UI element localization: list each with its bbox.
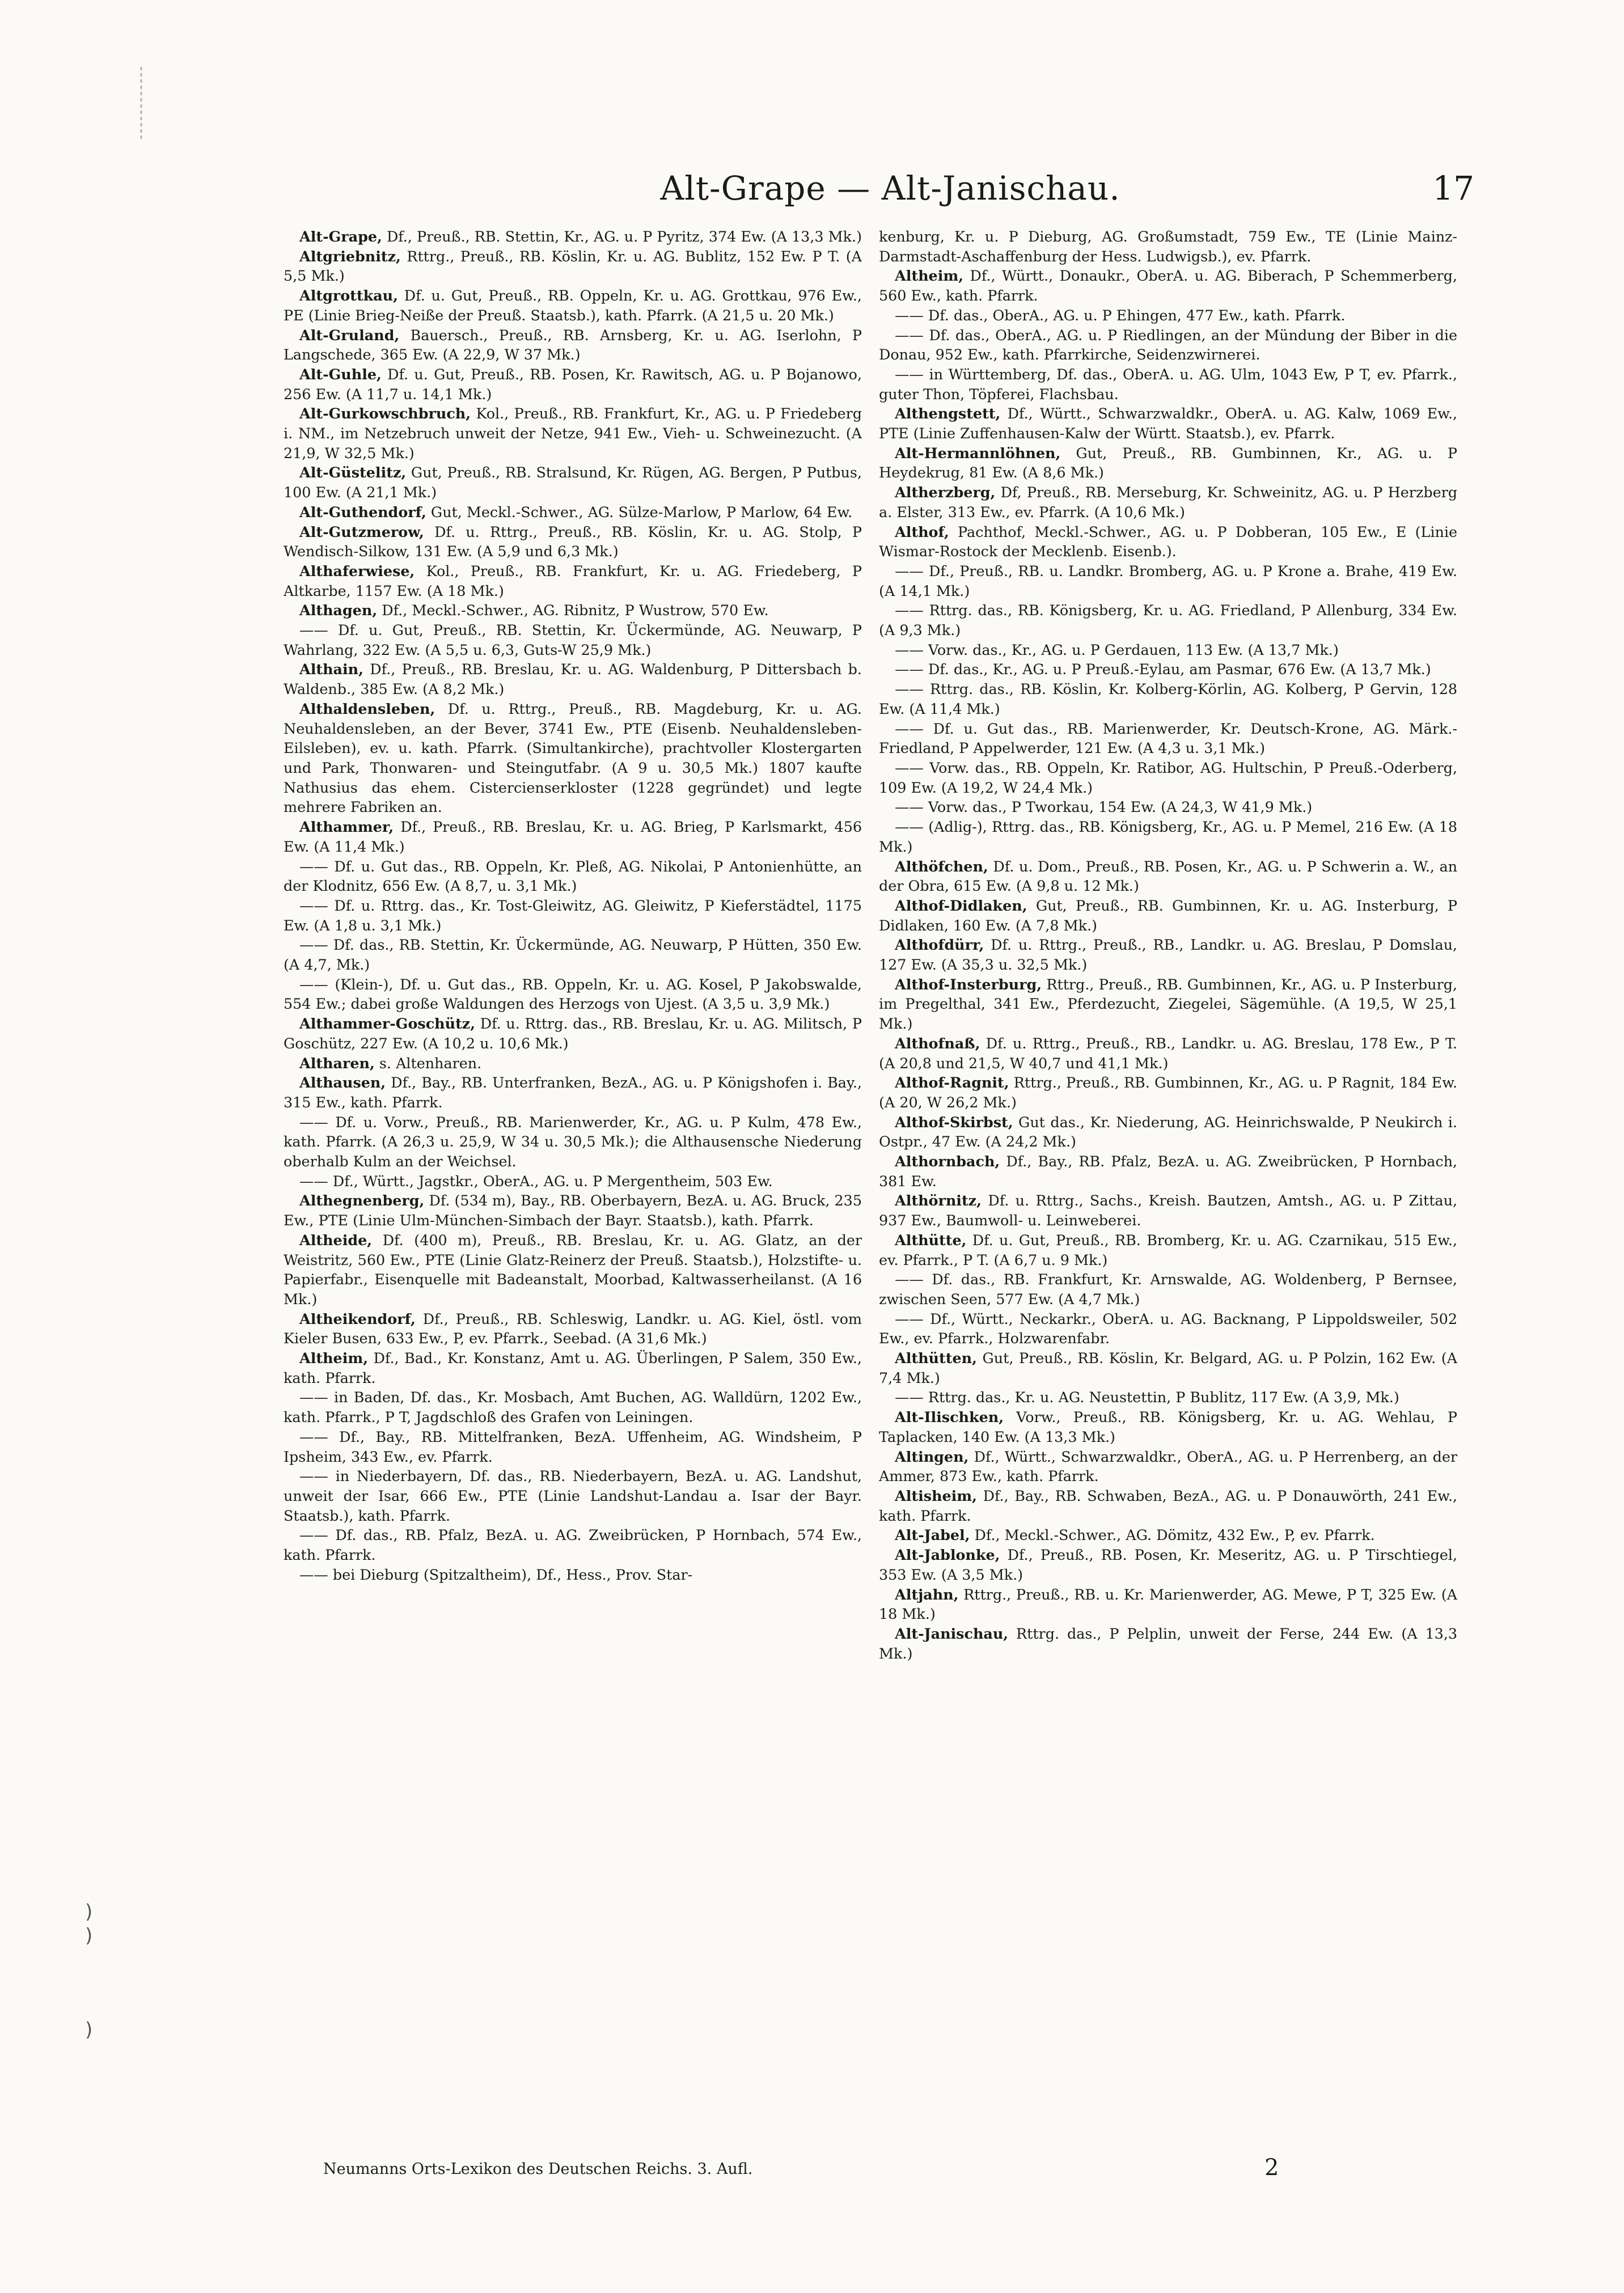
gazetteer-entry <box>879 640 1457 660</box>
page-title: Alt-Grape — Alt-Janischau. <box>660 169 1120 208</box>
gazetteer-entry <box>284 561 862 600</box>
gazetteer-entry <box>879 1230 1457 1270</box>
entry-text: —— Df. das., RB. Pfalz, BezA. u. AG. Zweibrücken, P Hornbach, 574 Ew., kath. Pfarrk. <box>284 1526 862 1564</box>
entry-text: Rttrg., Preuß., RB. Gumbinnen, Kr., AG. u. P Insterburg, im Pregelthal, 341 Ew., Pferdezucht, Ziegelei, Sägemühle. (A 19,5, W 25,1 Mk.) <box>879 975 1457 1033</box>
page-number: 17 <box>1432 169 1474 208</box>
entry-headword: Althagen, <box>299 602 378 619</box>
entry-headword: Alt-Janischau, <box>895 1624 1009 1642</box>
entry-headword: Althausen, <box>299 1074 386 1091</box>
entry-text: —— Vorw. das., P Tworkau, 154 Ew. (A 24,3, W 41,9 Mk.) <box>895 798 1313 816</box>
entry-text: Df., Württ., Schwarzwaldkr., OberA., AG. u. P Herrenberg, an der Ammer, 873 Ew., kath. Pfarrk. <box>879 1448 1457 1485</box>
entry-text: Df., Preuß., RB. Breslau, Kr. u. AG. Brieg, P Karlsmarkt, 456 Ew. (A 11,4 Mk.) <box>284 818 862 855</box>
entry-headword: Althörnitz, <box>895 1192 982 1209</box>
gazetteer-entry <box>879 1152 1457 1191</box>
entry-headword: Alt-Ilischken, <box>895 1408 1004 1426</box>
entry-text: —— Df. u. Rttrg. das., Kr. Tost-Gleiwitz, AG. Gleiwitz, P Kieferstädtel, 1175 Ew. (A 1,8 u. 3,1 Mk.) <box>284 896 862 934</box>
entry-headword: Althütte, <box>895 1231 967 1249</box>
gazetteer-entry <box>879 1073 1457 1112</box>
entry-headword: Althegnenberg, <box>299 1192 425 1209</box>
gazetteer-entry <box>284 935 862 974</box>
gazetteer-entry <box>879 1624 1457 1663</box>
entry-text: —— bei Dieburg (Spitzaltheim), Df., Hess., Prov. Star- <box>299 1566 693 1583</box>
entry-headword: Althofdürr, <box>895 936 984 954</box>
entry-headword: Alt-Grape, <box>299 228 382 245</box>
entry-text: —— Df. u. Gut das., RB. Oppeln, Kr. Pleß, AG. Nikolai, P Antonienhütte, an der Klodnitz, 656 Ew. (A 8,7, u. 3,1 Mk.) <box>284 857 862 895</box>
gazetteer-entry <box>284 463 862 502</box>
gazetteer-entry <box>284 1565 862 1585</box>
entry-text: Pachthof, Meckl.-Schwer., AG. u. P Dobberan, 105 Ew., E (Linie Wismar-Rostock der Mecklenb. Eisenb.). <box>879 523 1457 560</box>
entry-text: Df., Bad., Kr. Konstanz, Amt u. AG. Überlingen, P Salem, 350 Ew., kath. Pfarrk. <box>284 1349 862 1386</box>
gazetteer-entry <box>879 1447 1457 1486</box>
right-column <box>879 227 1457 2132</box>
entry-headword: Altisheim, <box>895 1487 977 1504</box>
entry-text: —— Rttrg. das., RB. Königsberg, Kr. u. AG. Friedland, P Allenburg, 334 Ew. (A 9,3 Mk.) <box>879 602 1457 639</box>
margin-mark: ) <box>85 2019 93 2041</box>
entry-text: Df., Bay., RB. Schwaben, BezA., AG. u. P Donauwörth, 241 Ew., kath. Pfarrk. <box>879 1487 1457 1524</box>
entry-text: —— (Klein-), Df. u. Gut das., RB. Oppeln, Kr. u. AG. Kosel, P Jakobswalde, 554 Ew.; dabei große Waldungen des Herzogs von Ujest. (A 3,5 u. 3,9 Mk.) <box>284 975 862 1013</box>
entry-headword: Alt-Jabel, <box>895 1526 970 1544</box>
entry-text: Df., Preuß., RB. Posen, Kr. Meseritz, AG. u. P Tirschtiegel, 353 Ew. (A 3,5 Mk.) <box>879 1546 1457 1583</box>
entry-text: Df., Meckl.-Schwer., AG. Dömitz, 432 Ew., P, ev. Pfarrk. <box>970 1526 1375 1544</box>
entry-headword: Althütten, <box>895 1349 977 1367</box>
gazetteer-entry <box>284 1466 862 1525</box>
entry-text: s. Altenharen. <box>374 1054 482 1072</box>
entry-headword: Altingen, <box>895 1448 969 1465</box>
gazetteer-entry <box>284 817 862 856</box>
gazetteer-entry <box>284 502 862 522</box>
entry-headword: Alt-Gruland, <box>299 326 400 344</box>
gazetteer-entry <box>284 1230 862 1309</box>
entry-headword: Althaldensleben, <box>299 700 435 717</box>
gazetteer-entry <box>879 817 1457 856</box>
entry-headword: Alt-Gutzmerow, <box>299 523 424 540</box>
entry-text: —— Df., Preuß., RB. u. Landkr. Bromberg, AG. u. P Krone a. Brahe, 419 Ew. (A 14,1 Mk.) <box>879 562 1457 599</box>
entry-text: Rttrg. das., P Pelplin, unweit der Ferse, 244 Ew. (A 13,3 Mk.) <box>879 1624 1457 1662</box>
entry-text: —— in Niederbayern, Df. das., RB. Niederbayern, BezA. u. AG. Landshut, unweit der Isar, 666 Ew., PTE (Linie Landshut-Landau a. Isar der Bayr. Staatsb.), kath. Pfarrk. <box>284 1467 862 1524</box>
entry-text: —— Df., Württ., Jagstkr., OberA., AG. u. P Mergentheim, 503 Ew. <box>299 1172 773 1190</box>
entry-headword: Alt-Guhle, <box>299 365 382 383</box>
entry-headword: Altheide, <box>299 1231 373 1249</box>
entry-text: Df., Meckl.-Schwer., AG. Ribnitz, P Wustrow, 570 Ew. <box>377 602 769 619</box>
gazetteer-entry <box>879 719 1457 758</box>
entry-text: —— Rttrg. das., Kr. u. AG. Neustettin, P Bublitz, 117 Ew. (A 3,9, Mk.) <box>895 1389 1399 1406</box>
entry-headword: Althammer-Goschütz, <box>299 1015 476 1033</box>
gazetteer-entry <box>879 522 1457 561</box>
entry-text: Df., Württ., Schwarzwaldkr., OberA. u. AG. Kalw, 1069 Ew., PTE (Linie Zuffenhausen-Kalw der Württ. Staatsb.), ev. Pfarrk. <box>879 405 1457 442</box>
entry-text: —— in Baden, Df. das., Kr. Mosbach, Amt Buchen, AG. Walldürn, 1202 Ew., kath. Pfarrk., P T, Jagdschloß des Grafen von Leiningen. <box>284 1389 862 1426</box>
entry-text: Rttrg., Preuß., RB. Gumbinnen, Kr., AG. u. P Ragnit, 184 Ew. (A 20, W 26,2 Mk.) <box>879 1074 1457 1111</box>
gazetteer-entry <box>879 227 1457 266</box>
gazetteer-entry <box>879 266 1457 305</box>
gazetteer-entry <box>284 699 862 817</box>
entry-text: —— Rttrg. das., RB. Köslin, Kr. Kolberg-Körlin, AG. Kolberg, P Gervin, 128 Ew. (A 11,4 Mk.) <box>879 680 1457 717</box>
gazetteer-entry <box>879 1585 1457 1624</box>
entry-text: Kol., Preuß., RB. Frankfurt, Kr., AG. u. P Friedeberg i. NM., im Netzebruch unweit der Netze, 941 Ew., Vieh- u. Schweinezucht. (A 21,9, W 32,5 Mk.) <box>284 405 862 462</box>
gazetteer-entry <box>284 659 862 699</box>
entry-text: —— Df. das., OberA., AG. u. P Ehingen, 477 Ew., kath. Pfarrk. <box>895 306 1346 324</box>
gazetteer-entry <box>879 325 1457 365</box>
entry-text: Df. (534 m), Bay., RB. Oberbayern, BezA. u. AG. Bruck, 235 Ew., PTE (Linie Ulm-München-Simbach der Bayr. Staatsb.), kath. Pfarrk. <box>284 1192 862 1229</box>
entry-text: Gut, Preuß., RB. Stralsund, Kr. Rügen, AG. Bergen, P Putbus, 100 Ew. (A 21,1 Mk.) <box>284 464 862 501</box>
gazetteer-entry <box>284 1112 862 1171</box>
entry-text: Df. u. Gut, Preuß., RB. Posen, Kr. Rawitsch, AG. u. P Bojanowo, 256 Ew. (A 11,7 u. 14,1 Mk.) <box>284 365 862 403</box>
entry-text: Df., Preuß., RB. Stettin, Kr., AG. u. P Pyritz, 374 Ew. (A 13,3 Mk.) <box>382 228 862 245</box>
entry-text: —— Vorw. das., Kr., AG. u. P Gerdauen, 113 Ew. (A 13,7 Mk.) <box>895 641 1339 658</box>
gazetteer-entry <box>284 1427 862 1466</box>
gazetteer-entry <box>879 1191 1457 1230</box>
entry-headword: Althornbach, <box>895 1153 1000 1170</box>
entry-headword: Altherzberg, <box>895 484 996 501</box>
entry-text: —— Df. das., RB. Frankfurt, Kr. Arnswalde, AG. Woldenberg, P Bernsee, zwischen Seen, 577 Ew. (A 4,7 Mk.) <box>879 1271 1457 1308</box>
entry-text: Df. u. Rttrg. das., RB. Breslau, Kr. u. AG. Militsch, P Goschütz, 227 Ew. (A 10,2 u. 10,6 Mk.) <box>284 1015 862 1052</box>
gazetteer-entry <box>879 365 1457 404</box>
gazetteer-columns <box>284 227 1457 2132</box>
entry-text: —— Vorw. das., RB. Oppeln, Kr. Ratibor, AG. Hultschin, P Preuß.-Oderberg, 109 Ew. (A 19,2, W 24,4 Mk.) <box>879 759 1457 796</box>
gazetteer-entry <box>879 1486 1457 1525</box>
entry-text: —— Df. das., RB. Stettin, Kr. Ückermünde, AG. Neuwarp, P Hütten, 350 Ew. (A 4,7, Mk.) <box>284 936 862 974</box>
signature-mark: 2 <box>1264 2155 1279 2181</box>
entry-headword: Altheim, <box>895 267 964 285</box>
gazetteer-entry <box>879 1387 1457 1407</box>
gazetteer-entry <box>879 659 1457 679</box>
gazetteer-entry <box>284 227 862 247</box>
entry-text: Df. u. Gut, Preuß., RB. Oppeln, Kr. u. AG. Grottkau, 976 Ew., PE (Linie Brieg-Neiße der Preuß. Staatsb.), kath. Pfarrk. (A 21,5 u. 20 Mk.) <box>284 287 862 324</box>
gazetteer-entry <box>284 365 862 404</box>
entry-headword: Althain, <box>299 661 363 678</box>
entry-text: Df., Württ., Donaukr., OberA. u. AG. Biberach, P Schemmerberg, 560 Ew., kath. Pfarrk. <box>879 267 1457 304</box>
gazetteer-entry <box>879 1270 1457 1309</box>
gazetteer-entry <box>879 935 1457 974</box>
entry-text: —— Df. u. Gut das., RB. Marienwerder, Kr. Deutsch-Krone, AG. Märk.-Friedland, P Appelwerder, 121 Ew. (A 4,3 u. 3,1 Mk.) <box>879 720 1457 757</box>
entry-text: —— (Adlig-), Rttrg. das., RB. Königsberg, Kr., AG. u. P Memel, 216 Ew. (A 18 Mk.) <box>879 818 1457 855</box>
entry-text: Df, Preuß., RB. Merseburg, Kr. Schweinitz, AG. u. P Herzberg a. Elster, 313 Ew., ev. Pfarrk. (A 10,6 Mk.) <box>879 484 1457 521</box>
entry-text: Gut, Preuß., RB. Gumbinnen, Kr., AG. u. P Heydekrug, 81 Ew. (A 8,6 Mk.) <box>879 444 1457 481</box>
gazetteer-entry <box>879 1545 1457 1584</box>
left-column <box>284 227 862 2132</box>
gazetteer-entry <box>284 975 862 1014</box>
entry-headword: Altharen, <box>299 1054 375 1072</box>
gazetteer-entry <box>284 1073 862 1112</box>
entry-text: Df. u. Rttrg., Preuß., RB., Landkr. u. AG. Breslau, P Domslau, 127 Ew. (A 35,3 u. 32,5 Mk.) <box>879 936 1457 974</box>
entry-text: Vorw., Preuß., RB. Königsberg, Kr. u. AG. Wehlau, P Taplacken, 140 Ew. (A 13,3 Mk.) <box>879 1408 1457 1445</box>
entry-text: Df. u. Rttrg., Preuß., RB., Landkr. u. AG. Breslau, 178 Ew., P T. (A 20,8 und 21,5, W 40,7 und 41,1 Mk.) <box>879 1034 1457 1072</box>
entry-text: —— Df. u. Gut, Preuß., RB. Stettin, Kr. Ückermünde, AG. Neuwarp, P Wahrlang, 322 Ew. (A 5,5 u. 6,3, Guts-W 25,9 Mk.) <box>284 621 862 658</box>
gazetteer-entry <box>879 1407 1457 1446</box>
entry-text: —— Df., Bay., RB. Mittelfranken, BezA. Uffenheim, AG. Windsheim, P Ipsheim, 343 Ew., ev. Pfarrk. <box>284 1428 862 1465</box>
entry-text: Gut, Meckl.-Schwer., AG. Sülze-Marlow, P Marlow, 64 Ew. <box>426 503 853 521</box>
entry-headword: Althammer, <box>299 818 394 836</box>
entry-headword: Althof-Ragnit, <box>895 1074 1009 1091</box>
entry-headword: Alt-Güstelitz, <box>299 464 407 481</box>
entry-text: Rttrg., Preuß., RB. u. Kr. Marienwerder, AG. Mewe, P T, 325 Ew. (A 18 Mk.) <box>879 1585 1457 1623</box>
gazetteer-entry <box>284 1348 862 1387</box>
entry-headword: Althof-Didlaken, <box>895 896 1027 914</box>
entry-headword: Altgriebnitz, <box>299 247 401 265</box>
gazetteer-entry <box>879 896 1457 935</box>
gazetteer-entry <box>284 1054 862 1073</box>
gazetteer-entry <box>284 247 862 286</box>
gazetteer-entry <box>879 1348 1457 1387</box>
gazetteer-entry <box>284 857 862 896</box>
entry-text: Gut, Preuß., RB. Gumbinnen, Kr. u. AG. Insterburg, P Didlaken, 160 Ew. (A 7,8 Mk.) <box>879 896 1457 934</box>
entry-text: kenburg, Kr. u. P Dieburg, AG. Großumstadt, 759 Ew., TE (Linie Mainz-Darmstadt-Aschaffenburg der Hess. Ludwigsb.), ev. Pfarrk. <box>879 228 1457 265</box>
margin-smudge-mark <box>134 67 149 141</box>
gazetteer-entry <box>879 1309 1457 1348</box>
entry-text: —— in Württemberg, Df. das., OberA. u. AG. Ulm, 1043 Ew, P T, ev. Pfarrk., guter Thon, Töpferei, Flachsbau. <box>879 365 1457 403</box>
entry-headword: Althofnaß, <box>895 1034 980 1052</box>
entry-headword: Alt-Jablonke, <box>895 1546 1000 1564</box>
gazetteer-entry <box>879 797 1457 817</box>
entry-text: Df., Preuß., RB. Schleswig, Landkr. u. AG. Kiel, östl. vom Kieler Busen, 633 Ew., P, ev. Pfarrk., Seebad. (A 31,6 Mk.) <box>284 1310 862 1347</box>
entry-text: Df., Preuß., RB. Breslau, Kr. u. AG. Waldenburg, P Dittersbach b. Waldenb., 385 Ew. (A 8,2 Mk.) <box>284 661 862 698</box>
gazetteer-entry <box>284 404 862 463</box>
gazetteer-entry <box>879 975 1457 1034</box>
gazetteer-entry <box>879 857 1457 896</box>
gazetteer-entry <box>879 443 1457 483</box>
entry-text: —— Df. u. Vorw., Preuß., RB. Marienwerder, Kr., AG. u. P Kulm, 478 Ew., kath. Pfarrk. (A 26,3 u. 25,9, W 34 u. 30,5 Mk.); die Althausensche Niederung oberhalb Kulm an der Weichsel. <box>284 1113 862 1170</box>
gazetteer-entry <box>284 1171 862 1191</box>
entry-text: Gut das., Kr. Niederung, AG. Heinrichswalde, P Neukirch i. Ostpr., 47 Ew. (A 24,2 Mk.) <box>879 1113 1457 1150</box>
gazetteer-entry <box>284 286 862 325</box>
gazetteer-entry <box>879 483 1457 522</box>
entry-headword: Alt-Gurkowschbruch, <box>299 405 471 422</box>
gazetteer-entry <box>284 325 862 365</box>
gazetteer-entry <box>879 679 1457 718</box>
entry-text: Df., Bay., RB. Pfalz, BezA. u. AG. Zweibrücken, P Hornbach, 381 Ew. <box>879 1153 1457 1190</box>
entry-headword: Althengstett, <box>895 405 1001 422</box>
entry-text: Df. u. Rttrg., Sachs., Kreish. Bautzen, Amtsh., AG. u. P Zittau, 937 Ew., Baumwoll- u. Leinweberei. <box>879 1192 1457 1229</box>
gazetteer-entry <box>284 1014 862 1053</box>
gazetteer-entry <box>284 620 862 659</box>
entry-headword: Altgrottkau, <box>299 287 398 304</box>
gazetteer-entry <box>879 758 1457 797</box>
entry-text: Bauersch., Preuß., RB. Arnsberg, Kr. u. AG. Iserlohn, P Langschede, 365 Ew. (A 22,9, W 37 Mk.) <box>284 326 862 363</box>
margin-mark: ) <box>85 1901 93 1923</box>
entry-text: Df., Bay., RB. Unterfranken, BezA., AG. u. P Königshofen i. Bay., 315 Ew., kath. Pfarrk. <box>284 1074 862 1111</box>
gazetteer-entry <box>284 1191 862 1230</box>
gazetteer-entry <box>879 1525 1457 1545</box>
gazetteer-entry <box>879 1034 1457 1073</box>
entry-text: Rttrg., Preuß., RB. Köslin, Kr. u. AG. Bublitz, 152 Ew. P T. (A 5,5 Mk.) <box>284 247 862 285</box>
entry-text: —— Df. das., Kr., AG. u. P Preuß.-Eylau, am Pasmar, 676 Ew. (A 13,7 Mk.) <box>895 661 1431 678</box>
gazetteer-entry <box>879 561 1457 600</box>
gazetteer-entry <box>284 1525 862 1564</box>
gazetteer-entry <box>879 404 1457 443</box>
gazetteer-entry <box>879 306 1457 325</box>
entry-headword: Alt-Guthendorf, <box>299 503 426 521</box>
gazetteer-entry <box>284 522 862 561</box>
gazetteer-entry <box>879 1112 1457 1152</box>
entry-text: —— Df. das., OberA., AG. u. P Riedlingen, an der Mündung der Biber in die Donau, 952 Ew., kath. Pfarrkirche, Seidenzwirnerei. <box>879 326 1457 363</box>
entry-text: Df. u. Gut, Preuß., RB. Bromberg, Kr. u. AG. Czarnikau, 515 Ew., ev. Pfarrk., P T. (A 6,7 u. 9 Mk.) <box>879 1231 1457 1268</box>
entry-headword: Althaferwiese, <box>299 562 415 579</box>
entry-headword: Althof, <box>895 523 949 540</box>
entry-text: Df. (400 m), Preuß., RB. Breslau, Kr. u. AG. Glatz, an der Weistritz, 560 Ew., PTE (Linie Glatz-Reinerz der Preuß. Staatsb.), Holzstifte- u. Papierfabr., Eisenquelle mit Badeanstalt, Moorbad, Kaltwasserheilanst. (A 16 Mk.) <box>284 1231 862 1308</box>
entry-headword: Alt-Hermannlöhnen, <box>895 444 1061 462</box>
entry-headword: Altjahn, <box>895 1585 959 1603</box>
gazetteer-entry <box>284 896 862 935</box>
entry-headword: Althöfchen, <box>895 857 988 875</box>
entry-text: Df. u. Rttrg., Preuß., RB. Köslin, Kr. u. AG. Stolp, P Wendisch-Silkow, 131 Ew. (A 5,9 und 6,3 Mk.) <box>284 523 862 560</box>
entry-headword: Althof-Insterburg, <box>895 975 1042 993</box>
entry-headword: Althof-Skirbst, <box>895 1113 1013 1131</box>
imprint-line: Neumanns Orts-Lexikon des Deutschen Reichs. 3. Aufl. <box>323 2160 753 2178</box>
gazetteer-entry <box>284 600 862 620</box>
margin-mark: ) <box>85 1924 93 1947</box>
entry-text: Kol., Preuß., RB. Frankfurt, Kr. u. AG. Friedeberg, P Altkarbe, 1157 Ew. (A 18 Mk.) <box>284 562 862 599</box>
gazetteer-entry <box>284 1387 862 1427</box>
entry-text: —— Df., Württ., Neckarkr., OberA. u. AG. Backnang, P Lippoldsweiler, 502 Ew., ev. Pfarrk., Holzwarenfabr. <box>879 1310 1457 1347</box>
entry-text: Df. u. Rttrg., Preuß., RB. Magdeburg, Kr. u. AG. Neuhaldensleben, an der Bever, 3741 Ew., PTE (Eisenb. Neuhaldensleben-Eilsleben), ev. u. kath. Pfarrk. (Simultankirche), prachtvoller Klostergarten und Park, Thonwaren- und Steingutfabr. (A 9 u. 30,5 Mk.) 1807 kaufte Nathusius das ehem. Cistercienserkloster (1228 gegründet) und legte mehrere Fabriken an. <box>284 700 862 816</box>
running-header <box>306 169 1474 214</box>
entry-headword: Altheikendorf, <box>299 1310 416 1327</box>
entry-headword: Altheim, <box>299 1349 369 1367</box>
gazetteer-entry <box>284 1309 862 1348</box>
entry-text: Gut, Preuß., RB. Köslin, Kr. Belgard, AG. u. P Polzin, 162 Ew. (A 7,4 Mk.) <box>879 1349 1457 1386</box>
entry-text: Df. u. Dom., Preuß., RB. Posen, Kr., AG. u. P Schwerin a. W., an der Obra, 615 Ew. (A 9,8 u. 12 Mk.) <box>879 857 1457 895</box>
gazetteer-entry <box>879 600 1457 640</box>
